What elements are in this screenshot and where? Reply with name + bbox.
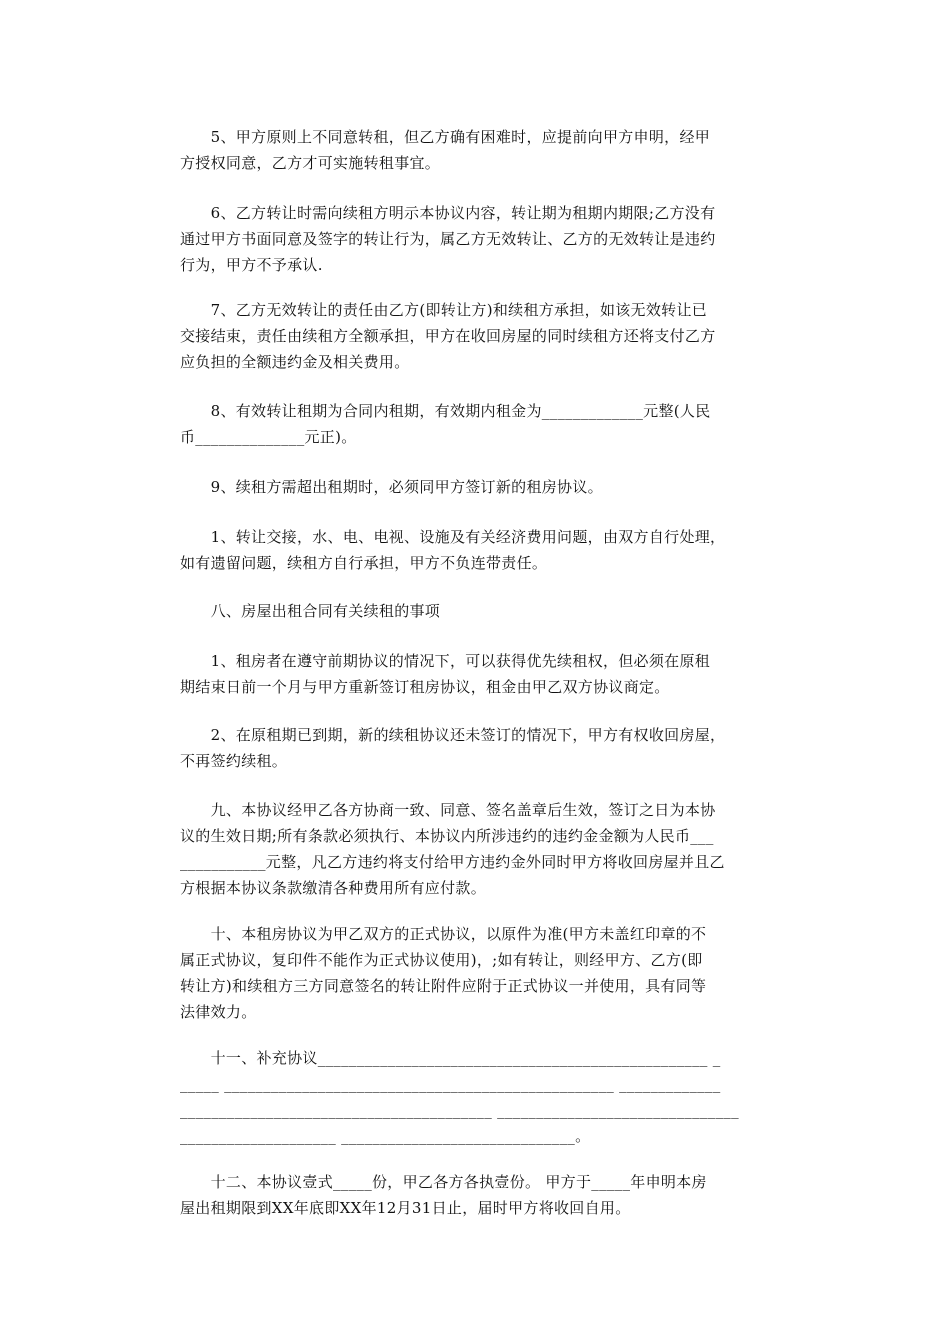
text-line: 1、转让交接，水、电、电视、设施及有关经济费用问题，由双方自行处理，	[180, 528, 726, 546]
text-line: 行为，甲方不予承认.	[180, 256, 323, 274]
section-10-paragraph	[180, 921, 772, 1025]
clause-9-paragraph	[180, 474, 772, 500]
text-line: 1、租房者在遵守前期协议的情况下，可以获得优先续租权，但必须在原租	[180, 652, 711, 670]
text-line: 8、有效转让租期为合同内租期，有效期内租金为_____________元整(人民	[180, 402, 711, 420]
section-11-supplement-paragraph	[180, 1045, 772, 1149]
text-line: 九、本协议经甲乙各方协商一致、同意、签名盖章后生效，签订之日为本协	[180, 801, 716, 819]
text-line: 交接结束，责任由续租方全额承担，甲方在收回房屋的同时续租方还将支付乙方	[180, 327, 716, 345]
text-line: 方根据本协议条款缴清各种费用所有应付款。	[180, 879, 487, 897]
clause-5-paragraph	[180, 124, 772, 176]
clause-7-paragraph	[180, 297, 772, 375]
text-line: ________________________________________ _______________________________	[180, 1101, 739, 1119]
section-12-paragraph	[180, 1169, 772, 1221]
text-line: ___________元整，凡乙方违约将支付给甲方违约金外同时甲方将收回房屋并且乙	[180, 853, 725, 871]
text-line: 法律效力。	[180, 1003, 257, 1021]
text-line: 方授权同意，乙方才可实施转租事宜。	[180, 154, 441, 172]
text-line: 币______________元正)。	[180, 428, 357, 446]
text-line: 议的生效日期;所有条款必须执行、本协议内所涉违约的违约金金额为人民币___	[180, 827, 714, 845]
text-line: 应负担的全额违约金及相关费用。	[180, 353, 410, 371]
section-8-heading	[180, 598, 772, 624]
text-line: 属正式协议，复印件不能作为正式协议使用)，;如有转让，则经甲方、乙方(即	[180, 951, 703, 969]
text-line: 如有遗留问题，续租方自行承担，甲方不负连带责任。	[180, 554, 548, 572]
transfer-handover-paragraph	[180, 524, 772, 576]
text-line: ____________________ ______________________________。	[180, 1127, 591, 1145]
text-line: 不再签约续租。	[180, 752, 288, 770]
renewal-clause-2-paragraph	[180, 722, 772, 774]
renewal-clause-1-paragraph	[180, 648, 772, 700]
text-line: 2、在原租期已到期，新的续租协议还未签订的情况下，甲方有权收回房屋，	[180, 726, 726, 744]
text-line: 十一、补充协议__________________________________________________ _	[180, 1049, 721, 1067]
clause-6-paragraph	[180, 200, 772, 278]
text-line: 十、本租房协议为甲乙双方的正式协议，以原件为准(甲方未盖红印章的不	[180, 925, 707, 943]
text-line: 6、乙方转让时需向续租方明示本协议内容，转让期为租期内期限;乙方没有	[180, 204, 716, 222]
text-line: 通过甲方书面同意及签字的转让行为，属乙方无效转让、乙方的无效转让是违约	[180, 230, 716, 248]
text-line: _____ __________________________________________________ _____________	[180, 1075, 721, 1093]
text-line: 转让方)和续租方三方同意签名的转让附件应附于正式协议一并使用，具有同等	[180, 977, 707, 995]
text-line: 9、续租方需超出租期时，必须同甲方签订新的租房协议。	[180, 478, 603, 496]
text-line: 八、房屋出租合同有关续租的事项	[180, 602, 441, 620]
text-line: 7、乙方无效转让的责任由乙方(即转让方)和续租方承担，如该无效转让已	[180, 301, 708, 319]
clause-8-paragraph	[180, 398, 772, 450]
text-line: 期结束日前一个月与甲方重新签订租房协议，租金由甲乙双方协议商定。	[180, 678, 670, 696]
text-line: 5、甲方原则上不同意转租，但乙方确有困难时，应提前向甲方申明，经甲	[180, 128, 711, 146]
text-line: 十二、本协议壹式_____份，甲乙各方各执壹份。 甲方于_____年申明本房	[180, 1173, 707, 1191]
text-line: 屋出租期限到XX年底即XX年12月31日止，届时甲方将收回自用。	[180, 1199, 631, 1217]
section-9-paragraph	[180, 797, 772, 901]
